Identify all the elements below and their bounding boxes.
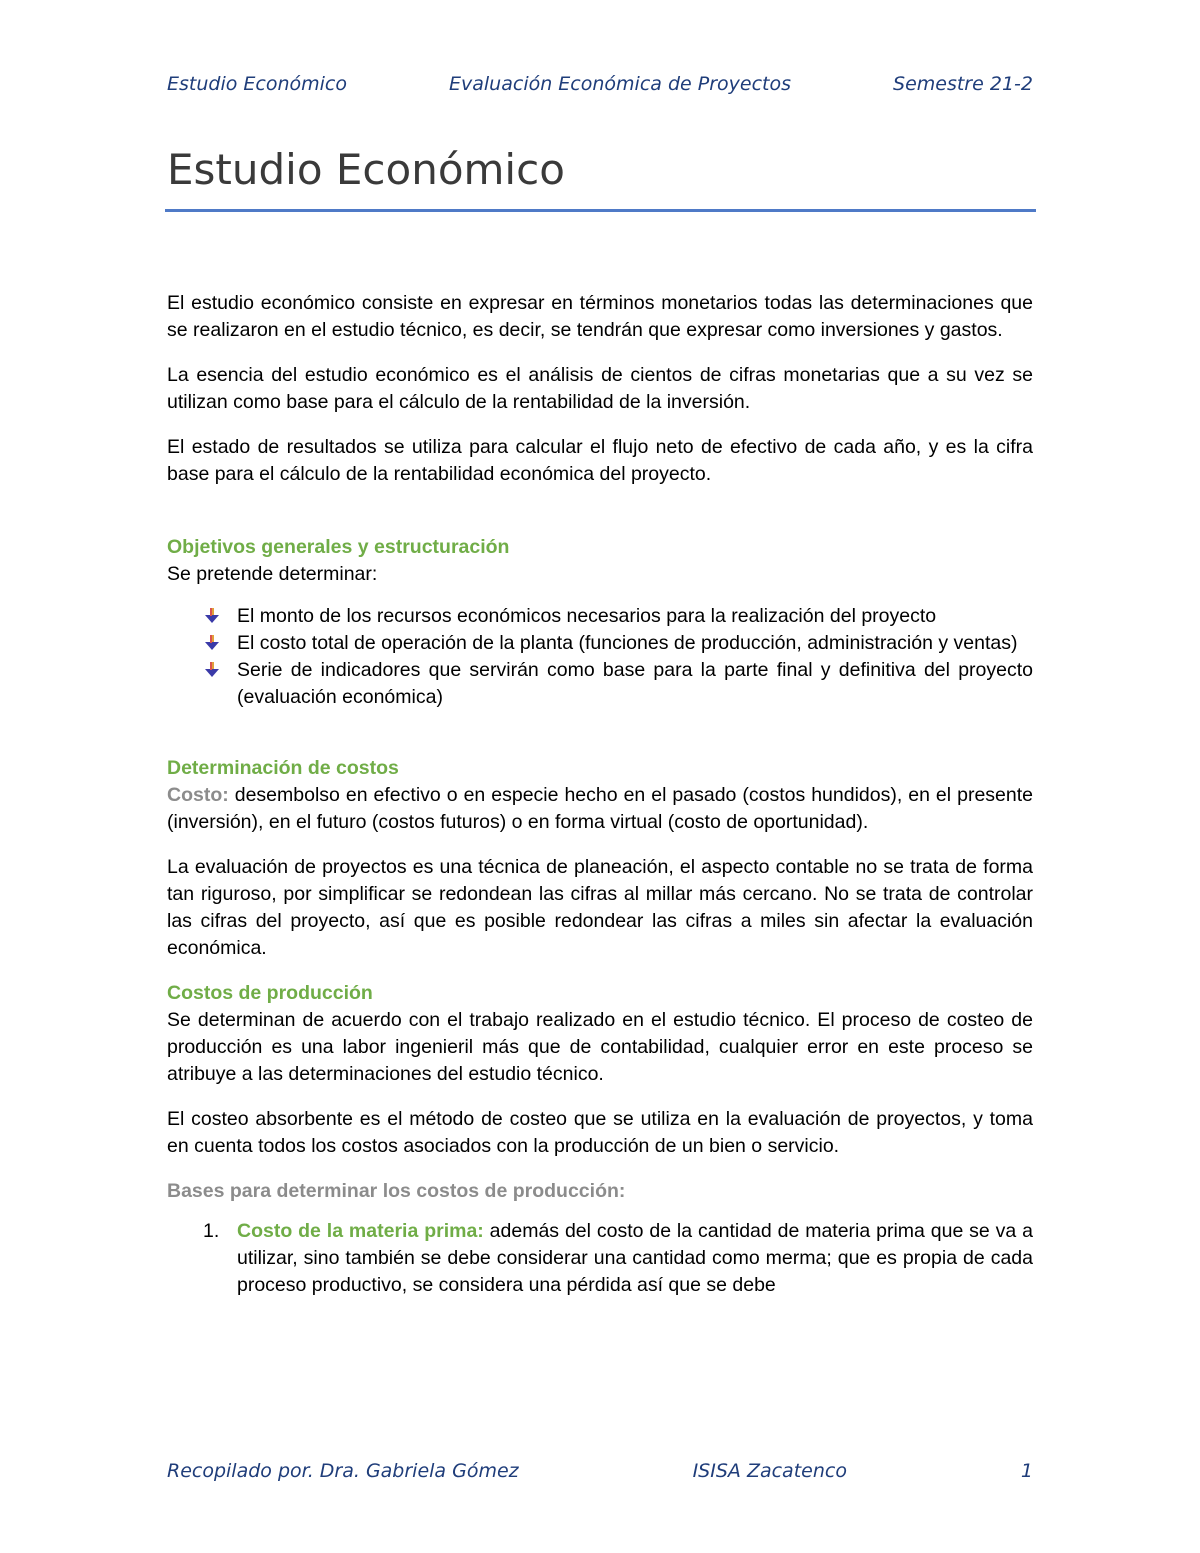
produccion-paragraph-1: Se determinan de acuerdo con el trabajo realizado en el estudio técnico. El proceso de costeo de producción es una labor ingenieril más que de contabilidad, cualquier error en este proceso se atribuye a las determinaciones del estudio técnico.	[167, 1009, 1033, 1085]
objetivos-lead: Se pretende determinar:	[167, 563, 378, 585]
document-body	[167, 290, 1033, 1299]
arrow-bullet-icon	[203, 634, 221, 652]
list-number: 1.	[203, 1220, 220, 1242]
header-right: Semestre 21-2	[893, 73, 1033, 95]
objetivo-text: El monto de los recursos económicos necesarios para la realización del proyecto	[237, 605, 937, 627]
objetivo-text: El costo total de operación de la planta (funciones de producción, administración y ventas)	[237, 632, 1018, 654]
costo-definition-text: desembolso en efectivo o en especie hecho en el pasado (costos hundidos), en el presente (inversión), en el futuro (costos futuros) o en forma virtual (costo de oportunidad).	[167, 784, 1033, 833]
list-item	[167, 630, 1033, 657]
page-number: 1	[1020, 1460, 1033, 1482]
list-item	[167, 1218, 1033, 1299]
list-item	[167, 603, 1033, 630]
costos-heading: Determinación de costos	[167, 757, 399, 779]
costo-definition	[167, 782, 1033, 836]
title-rule	[165, 209, 1036, 212]
list-item	[167, 657, 1033, 711]
objetivos-list	[167, 603, 1033, 711]
intro-paragraph-1: El estudio económico consiste en expresar en términos monetarios todas las determinaciones que se realizaron en el estudio técnico, es decir, se tendrán que expresar como inversiones y gastos.	[167, 292, 1033, 341]
page-title: Estudio Económico	[167, 145, 565, 194]
header-center: Evaluación Económica de Proyectos	[449, 73, 791, 95]
intro-paragraph-2: La esencia del estudio económico es el análisis de cientos de cifras monetarias que a su vez se utilizan como base para el cálculo de la rentabilidad de la inversión.	[167, 364, 1033, 413]
footer-left: Recopilado por. Dra. Gabriela Gómez	[167, 1460, 519, 1482]
materia-prima-term: Costo de la materia prima:	[237, 1220, 484, 1242]
objetivos-heading: Objetivos generales y estructuración	[167, 536, 510, 558]
bases-list	[167, 1218, 1033, 1299]
arrow-bullet-icon	[203, 661, 221, 679]
produccion-heading: Costos de producción	[167, 982, 373, 1004]
footer-center: ISISA Zacatenco	[692, 1460, 847, 1482]
materia-prima-text: además del costo de la cantidad de materia prima que se va a utilizar, sino también se debe considerar una cantidad como merma; que es propia de cada proceso productivo, se considera una pérdida así que se debe	[237, 1220, 1033, 1296]
costos-paragraph-2: La evaluación de proyectos es una técnica de planeación, el aspecto contable no se trata de forma tan riguroso, por simplificar se redondean las cifras al millar más cercano. No se trata de controlar las cifras del proyecto, así que es posible redondear las cifras a miles sin afectar la evaluación económica.	[167, 856, 1033, 959]
arrow-bullet-icon	[203, 607, 221, 625]
intro-paragraph-3: El estado de resultados se utiliza para calcular el flujo neto de efectivo de cada año, y es la cifra base para el cálculo de la rentabilidad económica del proyecto.	[167, 436, 1033, 485]
header-left: Estudio Económico	[167, 73, 347, 95]
costo-term: Costo:	[167, 784, 229, 806]
page-header	[167, 73, 1033, 95]
produccion-paragraph-2: El costeo absorbente es el método de costeo que se utiliza en la evaluación de proyectos, y toma en cuenta todos los costos asociados con la producción de un bien o servicio.	[167, 1108, 1033, 1157]
page-footer	[167, 1460, 1033, 1482]
bases-heading: Bases para determinar los costos de producción:	[167, 1180, 626, 1202]
objetivo-text: Serie de indicadores que servirán como base para la parte final y definitiva del proyecto (evaluación económica)	[237, 659, 1033, 708]
